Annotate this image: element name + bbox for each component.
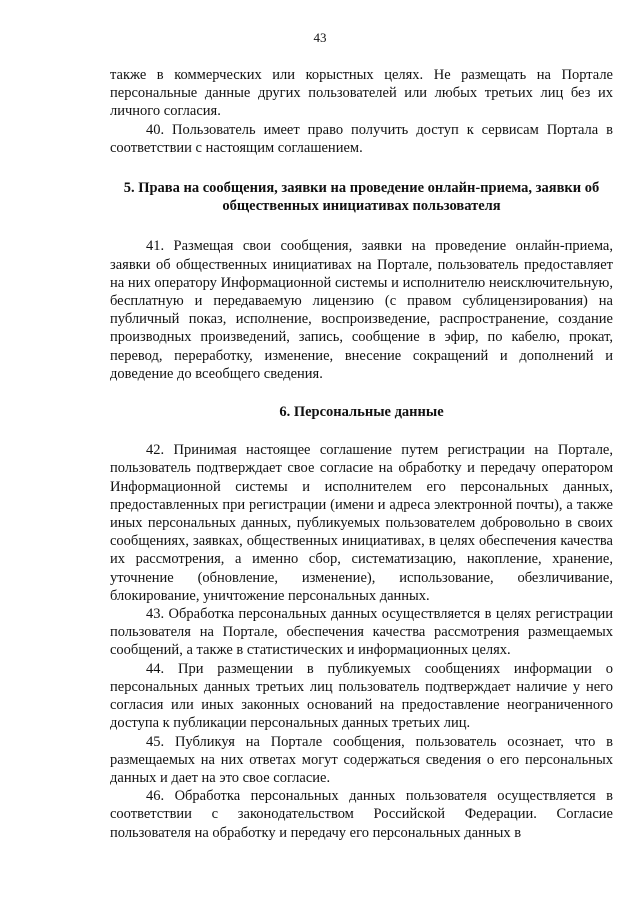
section-heading-5: 5. Права на сообщения, заявки на проведение онлайн-приема, заявки об общественных инициативах пользователя [123, 180, 600, 215]
paragraph-42: 42. Принимая настоящее соглашение путем регистрации на Портале, пользователь подтверждает свое согласие на обработку и передачу оператором Информационной системы и исполнителем его персональных данных, предоставленных при регистрации (имени и адреса электронной почты), а также иных персональных данных, публикуемых пользователем добровольно в своих сообщениях, заявках, общественных инициативах, в целях обеспечения качества их рассмотрения, а именно сбор, систематизацию, накопление, хранение, уточнение (обновление, изменение), использование, обезличивание, блокирование, уничтожение персональных данных. [110, 442, 613, 604]
page-number: 43 [313, 30, 327, 45]
paragraph-continuation: также в коммерческих или корыстных целях. Не размещать на Портале персональные данные других пользователей или любых третьих лиц без их личного согласия. [110, 67, 613, 120]
paragraph-40: 40. Пользователь имеет право получить доступ к сервисам Портала в соответствии с настоящим соглашением. [110, 121, 613, 156]
section-heading-6: 6. Персональные данные [279, 404, 444, 421]
paragraph-43: 43. Обработка персональных данных осуществляется в целях регистрации пользователя на Портале, обеспечения качества рассмотрения размещаемых сообщений, а также в статистических и информационных целях. [110, 606, 613, 659]
paragraph-44: 44. При размещении в публикуемых сообщениях информации о персональных данных третьих лиц пользователь подтверждает наличие у него согласия или иных законных оснований на предоставление неограниченного доступа к публикации персональных данных третьих лиц. [110, 660, 613, 732]
paragraph-45: 45. Публикуя на Портале сообщения, пользователь осознает, что в размещаемых на них ответах могут содержаться сведения о его персональных данных и дает на это свое согласие. [110, 733, 613, 786]
paragraph-41: 41. Размещая свои сообщения, заявки на проведение онлайн-приема, заявки об общественных инициативах на Портале, пользователь предоставляет на них оператору Информационной системы и исполнителю неисключительную, бесплатную и передаваемую лицензию (с правом сублицензирования) на публичный показ, исполнение, воспроизведение, распространение, создание производных произведений, запись, сообщение в эфир, по кабелю, прокат, перевод, переработку, изменение, внесение сокращений и дополнений и доведение до всеобщего сведения. [110, 238, 613, 382]
document-body [110, 66, 613, 842]
paragraph-46: 46. Обработка персональных данных пользователя осуществляется в соответствии с законодательством Российской Федерации. Согласие пользователя на обработку и передачу его персональных данных в [110, 788, 613, 841]
